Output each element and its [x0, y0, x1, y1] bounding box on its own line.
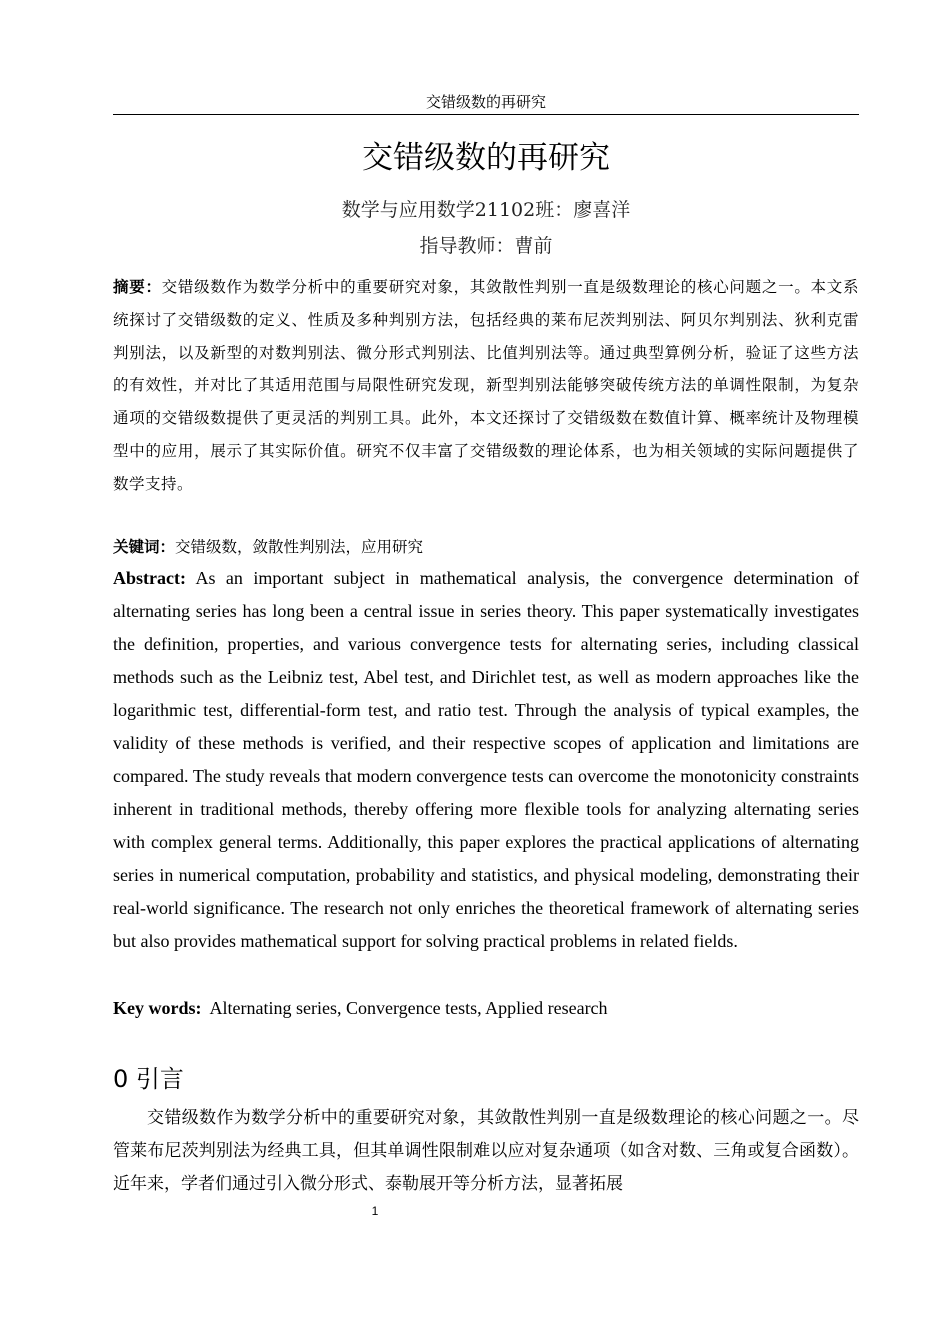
introduction-paragraph: 交错级数作为数学分析中的重要研究对象，其敛散性判别一直是级数理论的核心问题之一。尽管莱布尼茨判别法为经典工具，但其单调性限制难以应对复杂通项（如含对数、三角或复合函数）。近年来，学者们通过引入微分形式、泰勒展开等分析方法，显著拓展 [113, 1108, 859, 1194]
running-header: 交错级数的再研究 [425, 93, 546, 111]
chinese-abstract-label: 摘要： [113, 277, 162, 296]
english-abstract-label: Abstract: [113, 568, 186, 588]
paper-title: 交错级数的再研究 [362, 140, 610, 176]
english-keywords-label: Key words: [113, 998, 202, 1018]
header-rule [113, 114, 859, 115]
advisor-line: 指导教师：曹前 [419, 235, 553, 257]
author-line: 数学与应用数学21102班：廖喜洋 [341, 199, 631, 221]
chinese-abstract-text: 交错级数作为数学分析中的重要研究对象，其敛散性判别一直是级数理论的核心问题之一。本文系统探讨了交错级数的定义、性质及多种判别方法，包括经典的莱布尼茨判别法、阿贝尔判别法、狄利克雷判别法，以及新型的对数判别法、微分形式判别法、比值判别法等。通过典型算例分析，验证了这些方法的有效性，并对比了其适用范围与局限性研究发现，新型判别法能够突破传统方法的单调性限制，为复杂通项的交错级数提供了更灵活的判别工具。此外，本文还探讨了交错级数在数值计算、概率统计及物理模型中的应用，展示了其实际价值。研究不仅丰富了交错级数的理论体系，也为相关领域的实际问题提供了数学支持。 [113, 278, 859, 493]
chinese-keywords-label: 关键词： [113, 537, 176, 556]
english-abstract [113, 562, 859, 958]
english-keywords-text: Alternating series, Convergence tests, Applied research [201, 998, 608, 1018]
chinese-keywords [113, 532, 859, 562]
chinese-abstract [113, 271, 859, 501]
page-number: 1 [371, 1204, 379, 1218]
english-keywords [113, 993, 859, 1023]
chinese-keywords-text: 交错级数，敛散性判别法，应用研究 [175, 538, 424, 556]
section-heading-introduction: 0 引言 [113, 1065, 184, 1093]
english-abstract-text: As an important subject in mathematical analysis, the convergence determination of alternating series has long been a central issue in series theory. This paper systematically investigates the definition, properties, and various convergence tests for alternating series, including classical methods such as the Leibniz test, Abel test, and Dirichlet test, as well as modern approaches like the logarithmic test, differential-form test, and ratio test. Through the analysis of typical examples, the validity of these methods is verified, and their respective scopes of application and limitations are compared. The study reveals that modern convergence tests can overcome the monotonicity constraints inherent in traditional methods, thereby offering more flexible tools for analyzing alternating series with complex general terms. Additionally, this paper explores the practical applications of alternating series in numerical computation, probability and statistics, and physical modeling, demonstrating their real-world significance. The research not only enriches the theoretical framework of alternating series but also provides mathematical support for solving practical problems in related fields. [113, 568, 859, 951]
